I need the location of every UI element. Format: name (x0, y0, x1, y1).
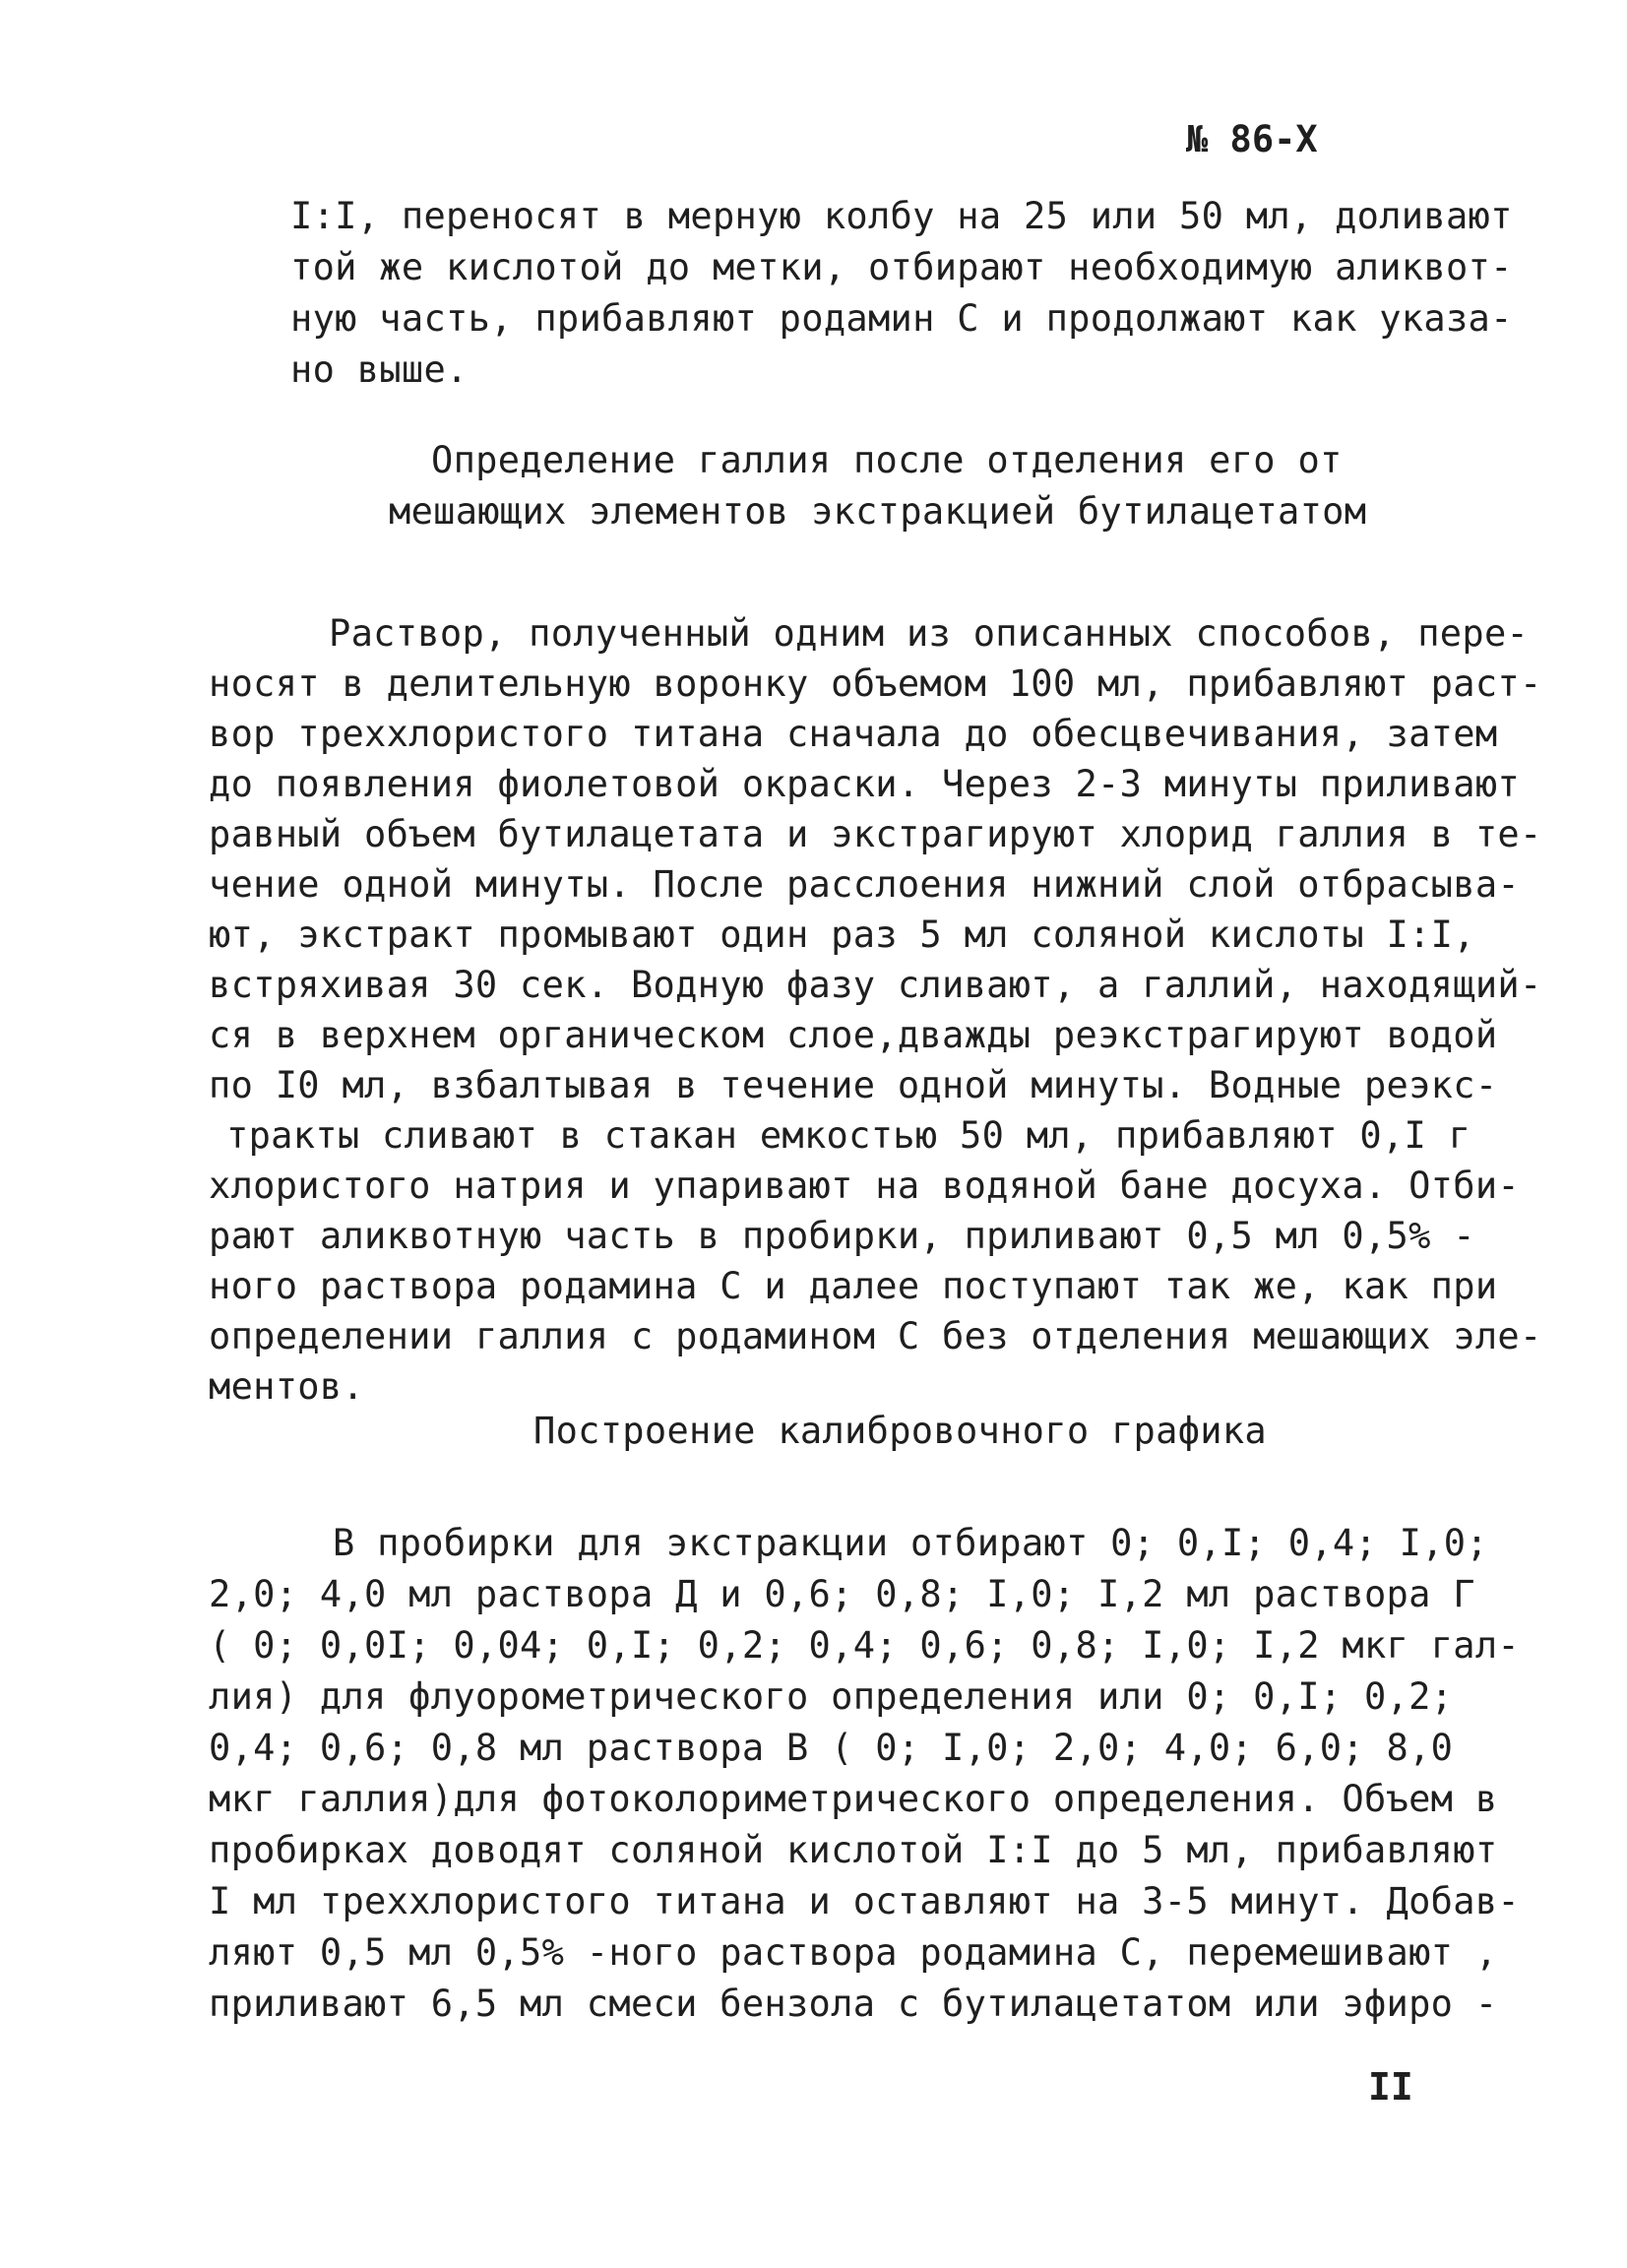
text-line: приливают 6,5 мл смеси бензола с бутилацетатом или эфиро - (209, 1983, 1498, 2025)
text-line: носят в делительную воронку объемом 100 мл, прибавляют раст- (209, 662, 1542, 705)
text-line: равный объем бутилацетата и экстрагируют хлорид галлия в те- (209, 813, 1542, 855)
text-line: той же кислотой до метки, отбирают необходимую аликвот- (290, 246, 1513, 288)
text-line: 0,4; 0,6; 0,8 мл раствора В ( 0; I,0; 2,0; 4,0; 6,0; 8,0 (209, 1727, 1454, 1769)
text-line: определении галлия с родамином С без отделения мешающих эле- (209, 1315, 1542, 1357)
text-line: рают аликвотную часть в пробирки, приливают 0,5 мл 0,5% - (209, 1215, 1475, 1257)
text-line: I:I, переносят в мерную колбу на 25 или 50 мл, доливают (290, 195, 1513, 237)
text-line: до появления фиолетовой окраски. Через 2-3 минуты приливают (209, 763, 1520, 805)
text-line: ного раствора родамина С и далее поступают так же, как при (209, 1265, 1498, 1307)
text-line: В пробирки для экстракции отбирают 0; 0,I; 0,4; I,0; (333, 1522, 1488, 1564)
text-line: чение одной минуты. После расслоения нижний слой отбрасыва- (209, 863, 1520, 906)
text-line: по I0 мл, взбалтывая в течение одной минуты. Водные реэкс- (209, 1064, 1498, 1106)
text-line: встряхивая 30 сек. Водную фазу сливают, а галлий, находящий- (209, 964, 1542, 1006)
document-number: № 86-Х (1186, 118, 1318, 160)
text-line: ментов. (209, 1365, 365, 1408)
heading-line: Определение галлия после отделения его от (431, 439, 1343, 481)
text-line: I мл треххлористого титана и оставляют на 3-5 минут. Добав- (209, 1880, 1520, 1922)
heading-line: мешающих элементов экстракцией бутилацетатом (389, 490, 1367, 533)
text-line: тракты сливают в стакан емкостью 50 мл, прибавляют 0,I г (226, 1114, 1471, 1157)
text-line: ся в верхнем органическом слое,дважды реэкстрагируют водой (209, 1014, 1498, 1056)
text-line: мкг галлия)для фотоколориметрического определения. Объем в (209, 1778, 1498, 1820)
text-line: лия) для флуорометрического определения или 0; 0,I; 0,2; (209, 1675, 1454, 1718)
text-line: пробирках доводят соляной кислотой I:I до 5 мл, прибавляют (209, 1829, 1498, 1871)
text-line: Раствор, полученный одним из описанных способов, пере- (329, 612, 1530, 655)
text-line: ют, экстракт промывают один раз 5 мл соляной кислоты I:I, (209, 914, 1475, 956)
text-line: 2,0; 4,0 мл раствора Д и 0,6; 0,8; I,0; I,2 мл раствора Г (209, 1573, 1475, 1615)
text-line: ( 0; 0,0I; 0,04; 0,I; 0,2; 0,4; 0,6; 0,8; I,0; I,2 мкг гал- (209, 1624, 1520, 1667)
page-number: II (1368, 2065, 1413, 2109)
text-line: ляют 0,5 мл 0,5% -ного раствора родамина С, перемешивают , (209, 1931, 1498, 1974)
text-line: хлористого натрия и упаривают на водяной бане досуха. Отби- (209, 1165, 1520, 1207)
text-line: но выше. (290, 348, 469, 391)
text-line: ную часть, прибавляют родамин С и продолжают как указа- (290, 297, 1513, 340)
section-heading-calibration: Построение калибровочного графика (533, 1410, 1268, 1452)
text-line: вор треххлористого титана сначала до обесцвечивания, затем (209, 713, 1498, 755)
